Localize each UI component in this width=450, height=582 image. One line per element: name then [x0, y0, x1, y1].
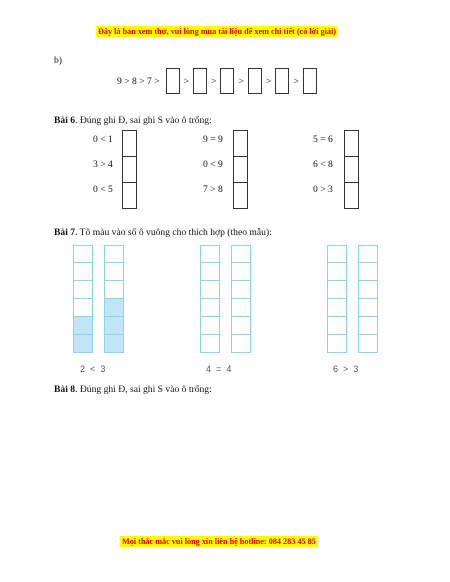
divider: [122, 182, 137, 183]
grid-square[interactable]: [73, 299, 93, 317]
grid-square[interactable]: [327, 263, 347, 281]
bai6-answer-box[interactable]: [344, 130, 359, 209]
grid-square[interactable]: [200, 263, 220, 281]
bai6-answer-box[interactable]: [233, 130, 248, 209]
chain-separator: >: [211, 75, 217, 87]
bai6-statement: 5 = 6: [313, 134, 333, 145]
grid-square[interactable]: [73, 281, 93, 299]
divider: [233, 182, 248, 183]
grid-square[interactable]: [104, 245, 124, 263]
grid-square[interactable]: [358, 281, 378, 299]
grid-square[interactable]: [73, 263, 93, 281]
bai8-instruction: . Đúng ghi Đ, sai ghi S vào ô trống:: [75, 384, 212, 395]
bai6-statement: 6 < 8: [313, 159, 333, 170]
grid-square[interactable]: [358, 335, 378, 353]
answer-cell[interactable]: [275, 68, 289, 94]
bai7-title: Bài 7: [54, 227, 76, 238]
grid-square[interactable]: [327, 245, 347, 263]
grid-square[interactable]: [358, 299, 378, 317]
grid-square[interactable]: [104, 263, 124, 281]
grid-square[interactable]: [358, 263, 378, 281]
grid-square[interactable]: [327, 299, 347, 317]
cmp-left: 2: [80, 364, 86, 374]
bai6-statement: 0 < 5: [93, 184, 113, 195]
bai6-statement: 7 > 8: [203, 184, 223, 195]
comparison-chain: [117, 68, 321, 94]
grid-square[interactable]: [327, 317, 347, 335]
answer-cell[interactable]: [220, 68, 234, 94]
cmp-left: 4: [206, 364, 212, 374]
grid-square[interactable]: [104, 317, 124, 335]
grid-square[interactable]: [73, 245, 93, 263]
cmp-right: 3: [100, 364, 106, 374]
bai6-statement: 9 = 9: [203, 134, 223, 145]
footer-banner: Mọi thắc mắc vui lòng xin liên hệ hotline: 084 283 45 85: [122, 537, 316, 546]
square-column: [358, 245, 378, 353]
bai8-title: Bài 8: [54, 384, 76, 395]
cmp-left: 6: [333, 364, 339, 374]
bai8-heading: [54, 384, 212, 396]
grid-square[interactable]: [327, 281, 347, 299]
bai6-instruction: . Đúng ghi Đ, sai ghi S vào ô trống:: [75, 115, 212, 126]
cmp-op: =: [216, 364, 222, 374]
chain-separator: >: [293, 75, 299, 87]
bai7-instruction: . Tô màu vào số ô vuông cho thích hợp (theo mẫu):: [75, 227, 272, 238]
cmp-right: 3: [353, 364, 359, 374]
comparison-label: [333, 364, 358, 374]
bai6-heading: [54, 115, 212, 127]
comparison-label: [80, 364, 105, 374]
bai6-statement: 0 < 9: [203, 159, 223, 170]
bai6-statement: 0 > 3: [313, 184, 333, 195]
grid-square[interactable]: [104, 335, 124, 353]
square-column: [200, 245, 220, 353]
bai6-answer-box[interactable]: [122, 130, 137, 209]
cmp-op: <: [90, 364, 96, 374]
grid-square[interactable]: [73, 317, 93, 335]
grid-square[interactable]: [358, 317, 378, 335]
chain-separator: >: [183, 75, 190, 87]
divider: [344, 182, 359, 183]
grid-square[interactable]: [231, 335, 251, 353]
grid-square[interactable]: [200, 335, 220, 353]
answer-cell[interactable]: [166, 68, 180, 94]
grid-square[interactable]: [200, 281, 220, 299]
bai6-title: Bài 6: [54, 115, 76, 126]
chain-prefix: 9 > 8 > 7 >: [117, 75, 160, 87]
grid-square[interactable]: [358, 245, 378, 263]
part-b-label: b): [54, 55, 62, 66]
grid-square[interactable]: [104, 281, 124, 299]
divider: [344, 156, 359, 157]
square-column: [73, 245, 93, 353]
grid-square[interactable]: [231, 299, 251, 317]
comparison-label: [206, 364, 231, 374]
cmp-right: 4: [226, 364, 232, 374]
grid-square[interactable]: [104, 299, 124, 317]
divider: [233, 156, 248, 157]
grid-square[interactable]: [73, 335, 93, 353]
header-banner: Đây là bản xem thử, vui lòng mua tài liệu để xem chi tiết (có lời giải): [98, 27, 337, 36]
grid-square[interactable]: [200, 245, 220, 263]
grid-square[interactable]: [231, 317, 251, 335]
grid-square[interactable]: [231, 245, 251, 263]
grid-square[interactable]: [200, 299, 220, 317]
square-column: [231, 245, 251, 353]
bai7-heading: [54, 227, 272, 239]
answer-cell[interactable]: [248, 68, 262, 94]
cmp-op: >: [343, 364, 349, 374]
square-column: [104, 245, 124, 353]
chain-separator: >: [265, 75, 272, 87]
bai6-statement: 3 > 4: [93, 159, 113, 170]
grid-square[interactable]: [200, 317, 220, 335]
grid-square[interactable]: [231, 281, 251, 299]
answer-cell[interactable]: [193, 68, 207, 94]
divider: [122, 156, 137, 157]
grid-square[interactable]: [231, 263, 251, 281]
grid-square[interactable]: [327, 335, 347, 353]
chain-separator: >: [238, 75, 244, 87]
bai6-statement: 0 < 1: [93, 134, 113, 145]
square-column: [327, 245, 347, 353]
answer-cell[interactable]: [303, 68, 317, 94]
